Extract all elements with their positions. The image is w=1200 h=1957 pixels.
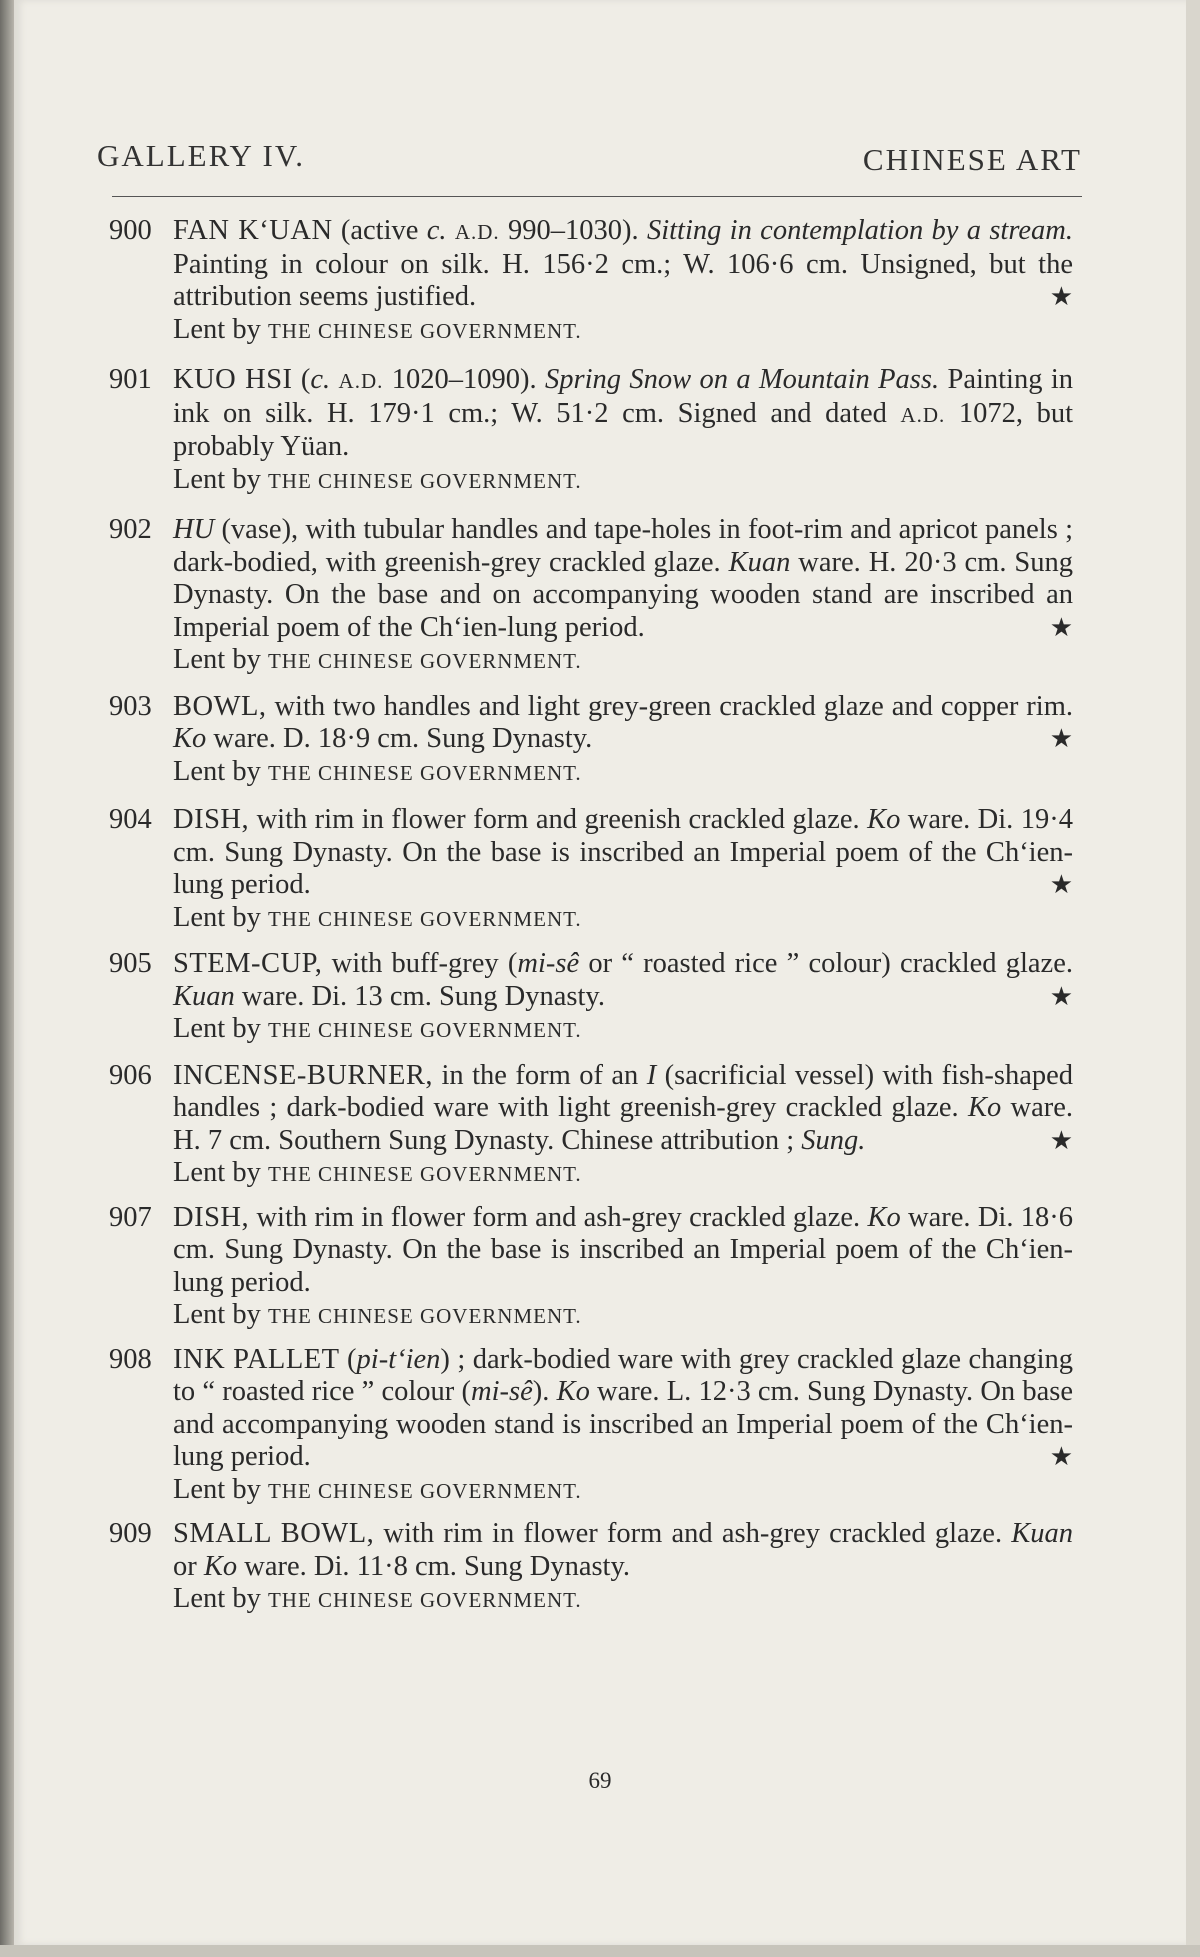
italic-text: HU (173, 514, 215, 545)
lent-by-label: Lent by (173, 901, 261, 933)
lender-line (173, 644, 1073, 678)
book-spine-shadow (0, 0, 14, 1957)
entry-number: 900 (109, 215, 152, 246)
entry-description (173, 514, 1073, 644)
italic-text: mi-sê (517, 948, 580, 979)
description-text: 990–1030). (499, 215, 647, 246)
entry-body (173, 1202, 1073, 1333)
entry-number: 902 (109, 514, 152, 545)
description-text: (sacrificial vessel) with fish-shaped handles ; dark-bodied ware with light greenish-grey crackled glaze. (173, 1059, 1073, 1123)
lender-name: THE CHINESE GOVERNMENT. (267, 906, 582, 931)
entry-description (173, 804, 1073, 902)
entry-body (173, 948, 1073, 1047)
italic-text: Ko (967, 1092, 1002, 1123)
catalogue-entry (109, 1518, 1084, 1617)
entry-description (173, 948, 1073, 1013)
description-text: INK PALLET (173, 1343, 340, 1375)
page-bottom-edge (0, 1945, 1200, 1957)
italic-text: Kuan (1011, 1518, 1074, 1549)
lender-line (173, 1013, 1073, 1047)
description-text: or (173, 1550, 204, 1582)
lent-by-label: Lent by (173, 463, 261, 495)
description-text: ware. H. 7 cm. Southern Sung Dynasty. Chinese attribution ; (173, 1092, 1073, 1156)
lent-by-label: Lent by (173, 1583, 261, 1614)
italic-text: pi-t‘ien (356, 1343, 441, 1375)
catalogue-entries (14, 215, 1186, 1617)
description-text: A.D. (454, 220, 500, 244)
italic-text: c. (426, 215, 447, 246)
description-text (330, 364, 338, 395)
lender-name: THE CHINESE GOVERNMENT. (267, 1018, 582, 1042)
description-text: FAN K‘UAN (173, 215, 333, 246)
description-text: in the form of an (433, 1059, 647, 1091)
italic-text: c. (310, 364, 331, 395)
page-number: 69 (588, 1768, 612, 1793)
lent-by-label: Lent by (173, 1299, 261, 1330)
star-icon: ★ (1049, 612, 1073, 642)
lender-name: THE CHINESE GOVERNMENT. (267, 649, 582, 673)
star-icon: ★ (1049, 1442, 1073, 1471)
entry-description (173, 1344, 1073, 1474)
catalogue-entry (109, 514, 1084, 678)
italic-text: Ko (173, 723, 207, 754)
description-text: DISH, (173, 1201, 250, 1233)
description-text: ware. Di. 11·8 cm. Sung Dynasty. (237, 1550, 631, 1582)
lent-by-label: Lent by (173, 1013, 261, 1044)
entry-body (173, 1060, 1073, 1191)
description-text: with rim in flower form and greenish crackled glaze. (249, 804, 868, 835)
entry-number: 905 (109, 948, 152, 979)
catalogue-entry (109, 691, 1084, 790)
catalogue-entry (109, 1344, 1084, 1508)
description-text: ware. Di. 18·6 cm. Sung Dynasty. On the base is inscribed an Imperial poem of the Ch‘ien-lung period. (173, 1201, 1073, 1298)
lender-line (173, 1157, 1073, 1191)
entry-body (173, 691, 1073, 790)
description-text: SMALL BOWL, (173, 1518, 375, 1549)
italic-text: Sung. (801, 1124, 866, 1156)
catalogue-entry (109, 364, 1084, 497)
italic-text: mi-sê (471, 1376, 533, 1407)
description-text: (active (332, 215, 427, 246)
description-text: ( (292, 364, 311, 395)
description-text: ware. Di. 19·4 cm. Sung Dynasty. On the base is inscribed an Imperial poem of the Ch‘ien-lung period. (173, 804, 1073, 900)
entry-description (173, 1060, 1073, 1158)
lent-by-label: Lent by (173, 313, 261, 345)
entry-body (173, 514, 1073, 678)
description-text: with rim in flower form and ash-grey crackled glaze. (374, 1518, 1012, 1549)
italic-text: Kuan (173, 980, 235, 1012)
description-text (447, 215, 455, 246)
description-text: ware. Di. 13 cm. Sung Dynasty. (234, 980, 605, 1012)
description-text: ware. H. 20·3 cm. Sung Dynasty. On the base and on accompanying wooden stand are inscribed an Imperial poem of the Ch‘ien-lung period. (173, 546, 1073, 643)
catalogue-entry (109, 948, 1084, 1047)
description-text: with two handles and light grey-green crackled glaze and copper rim. (266, 690, 1073, 722)
section-heading: CHINESE ART (862, 142, 1082, 177)
star-icon: ★ (1049, 282, 1073, 311)
entry-number: 906 (109, 1059, 152, 1091)
description-text: ware. L. 12·3 cm. Sung Dynasty. On base and accompanying wooden stand is inscribed an Imperial poem of the Ch‘ien-lung period. (173, 1376, 1073, 1472)
entry-body (173, 1344, 1073, 1508)
description-text: ware. D. 18·9 cm. Sung Dynasty. (206, 723, 593, 754)
description-text: 1020–1090). (383, 364, 545, 395)
entry-description (173, 1518, 1073, 1583)
running-header (97, 138, 1082, 182)
star-icon: ★ (1049, 724, 1073, 753)
description-text: ). (532, 1376, 557, 1407)
entry-description (173, 691, 1073, 756)
italic-text: I (646, 1059, 657, 1091)
entry-number: 907 (109, 1201, 152, 1233)
lender-line (173, 902, 1073, 936)
catalogue-entry (109, 1060, 1084, 1191)
description-text: or “ roasted rice ” colour) crackled glaze. (579, 948, 1073, 979)
italic-text: Sitting in contemplation by a stream. (646, 215, 1073, 246)
italic-text: Ko (867, 804, 901, 835)
description-text: DISH, (173, 804, 250, 835)
entry-number: 903 (109, 690, 152, 722)
entry-number: 901 (109, 364, 152, 395)
entry-number: 909 (109, 1518, 152, 1549)
star-icon: ★ (1049, 981, 1073, 1011)
description-text: Painting in colour on silk. H. 156·2 cm.; W. 106·6 cm. Unsigned, but the attribution seems justified. (173, 248, 1073, 312)
lender-line (173, 314, 1073, 348)
description-text: with buff-grey ( (322, 948, 518, 979)
catalogue-page (14, 0, 1186, 1945)
description-text: ) ; dark-bodied ware with grey crackled glaze changing to “ roasted rice ” colour ( (173, 1343, 1073, 1407)
description-text: A.D. (338, 369, 384, 393)
lender-name: THE CHINESE GOVERNMENT. (267, 1478, 582, 1503)
catalogue-entry (109, 804, 1084, 935)
gallery-heading: GALLERY IV. (97, 138, 305, 173)
lender-line (173, 756, 1073, 790)
star-icon: ★ (1049, 1125, 1073, 1155)
description-text: with rim in flower form and ash-grey crackled glaze. (249, 1201, 868, 1233)
description-text: BOWL, (173, 690, 267, 722)
description-text: INCENSE-BURNER, (173, 1059, 434, 1091)
entry-description (173, 1202, 1073, 1300)
italic-text: Ko (203, 1550, 238, 1582)
description-text: (vase), with tubular handles and tape-holes in foot-rim and apricot panels ; dark-bodied, with greenish-grey crackled glaze. (173, 514, 1073, 578)
lender-name: THE CHINESE GOVERNMENT. (267, 1304, 582, 1328)
italic-text: Ko (867, 1201, 901, 1233)
lent-by-label: Lent by (173, 1157, 261, 1188)
catalogue-entry (109, 1202, 1084, 1333)
lender-line (173, 1583, 1073, 1617)
entry-number: 904 (109, 804, 152, 835)
lender-line (173, 1474, 1073, 1508)
lender-name: THE CHINESE GOVERNMENT. (267, 760, 582, 785)
lender-line (173, 464, 1073, 498)
description-text: A.D. (900, 402, 946, 427)
italic-text: Ko (556, 1376, 590, 1407)
lender-name: THE CHINESE GOVERNMENT. (267, 468, 582, 493)
description-text: Painting in ink on silk. H. 179·1 cm.; W. 51·2 cm. Signed and dated (173, 364, 1074, 429)
entry-number: 908 (109, 1343, 152, 1375)
entry-body (173, 804, 1073, 935)
lent-by-label: Lent by (173, 644, 261, 675)
italic-text: Spring Snow on a Mountain Pass. (544, 364, 940, 395)
star-icon: ★ (1049, 870, 1073, 899)
header-rule (112, 196, 1082, 197)
description-text: KUO HSI (173, 364, 293, 395)
entry-body (173, 1518, 1073, 1617)
lent-by-label: Lent by (173, 1473, 261, 1505)
lender-name: THE CHINESE GOVERNMENT. (267, 318, 582, 343)
lender-name: THE CHINESE GOVERNMENT. (267, 1588, 582, 1612)
entry-body (173, 364, 1073, 497)
description-text: 1072, but probably Yüan. (173, 397, 1073, 462)
lender-line (173, 1299, 1073, 1333)
entry-body (173, 215, 1073, 347)
entry-description (173, 215, 1073, 314)
italic-text: Kuan (728, 546, 791, 578)
description-text: STEM-CUP, (173, 948, 323, 979)
lender-name: THE CHINESE GOVERNMENT. (267, 1162, 582, 1186)
entry-description (173, 364, 1073, 464)
lent-by-label: Lent by (173, 755, 261, 787)
description-text: ( (339, 1343, 357, 1375)
catalogue-entry (109, 215, 1084, 347)
